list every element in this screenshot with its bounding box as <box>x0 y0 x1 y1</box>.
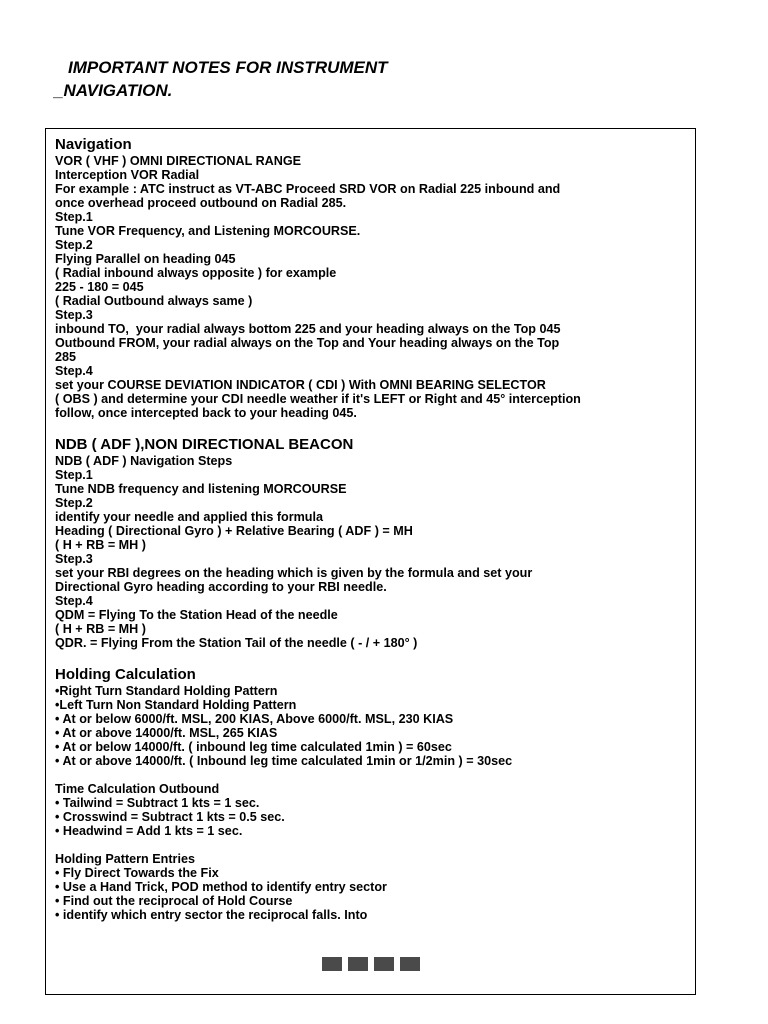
text-line: set your COURSE DEVIATION INDICATOR ( CDI ) With OMNI BEARING SELECTOR <box>55 378 546 392</box>
holding-lines <box>55 684 685 768</box>
holding-section <box>55 666 685 768</box>
time-calc-heading: Time Calculation Outbound <box>55 782 220 796</box>
navigation-heading: Navigation <box>55 136 132 153</box>
text-line: Step.4 <box>55 364 93 378</box>
time-calc-section <box>55 782 685 838</box>
text-line: •Left Turn Non Standard Holding Pattern <box>55 698 297 712</box>
notes-content <box>55 136 685 922</box>
text-line: Tune NDB frequency and listening MORCOURSE <box>55 482 347 496</box>
text-line: Step.2 <box>55 496 93 510</box>
time-calc-lines <box>55 796 685 838</box>
text-line: Step.1 <box>55 468 93 482</box>
page-title-line-2: _NAVIGATION. <box>54 81 173 100</box>
text-line: • At or below 6000/ft. MSL, 200 KIAS, Above 6000/ft. MSL, 230 KIAS <box>55 712 454 726</box>
text-line: inbound TO, your radial always bottom 225 and your heading always on the Top 045 <box>55 322 561 336</box>
text-line: ( Radial Outbound always same ) <box>55 294 253 308</box>
text-line: Heading ( Directional Gyro ) + Relative Bearing ( ADF ) = MH <box>55 524 413 538</box>
navigation-section <box>55 136 685 420</box>
text-line: ( Radial inbound always opposite ) for example <box>55 266 337 280</box>
pager-block <box>400 957 420 971</box>
pager-block <box>348 957 368 971</box>
text-line: • identify which entry sector the reciprocal falls. Into <box>55 908 368 922</box>
text-line: Interception VOR Radial <box>55 168 200 182</box>
text-line: once overhead proceed outbound on Radial 285. <box>55 196 347 210</box>
text-line: NDB ( ADF ) Navigation Steps <box>55 454 233 468</box>
text-line: Step.1 <box>55 210 93 224</box>
text-line: • At or above 14000/ft. MSL, 265 KIAS <box>55 726 278 740</box>
text-line: •Right Turn Standard Holding Pattern <box>55 684 278 698</box>
text-line: Step.3 <box>55 308 93 322</box>
text-line: • Crosswind = Subtract 1 kts = 0.5 sec. <box>55 810 285 824</box>
text-line: Outbound FROM, your radial always on the Top and Your heading always on the Top <box>55 336 560 350</box>
text-line: identify your needle and applied this formula <box>55 510 324 524</box>
text-line: Step.3 <box>55 552 93 566</box>
pager-blocks <box>322 957 420 971</box>
navigation-lines <box>55 168 685 420</box>
text-line: Directional Gyro heading according to your RBI needle. <box>55 580 387 594</box>
text-line: • Find out the reciprocal of Hold Course <box>55 894 293 908</box>
text-line: ( OBS ) and determine your CDI needle weather if it's LEFT or Right and 45° interception <box>55 392 581 406</box>
text-line: • Fly Direct Towards the Fix <box>55 866 219 880</box>
vor-subheading: VOR ( VHF ) OMNI DIRECTIONAL RANGE <box>55 154 302 168</box>
text-line: • Use a Hand Trick, POD method to identify entry sector <box>55 880 387 894</box>
text-line: 285 <box>55 350 77 364</box>
page-title-line-1: IMPORTANT NOTES FOR INSTRUMENT <box>68 58 388 77</box>
text-line: Step.2 <box>55 238 93 252</box>
ndb-lines <box>55 454 685 650</box>
holding-heading: Holding Calculation <box>55 666 196 683</box>
entries-lines <box>55 866 685 922</box>
text-line: Flying Parallel on heading 045 <box>55 252 236 266</box>
pager-block <box>322 957 342 971</box>
text-line: set your RBI degrees on the heading which is given by the formula and set your <box>55 566 533 580</box>
text-line: • Headwind = Add 1 kts = 1 sec. <box>55 824 243 838</box>
text-line: follow, once intercepted back to your heading 045. <box>55 406 357 420</box>
text-line: ( H + RB = MH ) <box>55 538 146 552</box>
text-line: • Tailwind = Subtract 1 kts = 1 sec. <box>55 796 260 810</box>
text-line: Tune VOR Frequency, and Listening MORCOURSE. <box>55 224 361 238</box>
ndb-section <box>55 436 685 650</box>
text-line: QDM = Flying To the Station Head of the needle <box>55 608 338 622</box>
text-line: • At or below 14000/ft. ( inbound leg time calculated 1min ) = 60sec <box>55 740 452 754</box>
entries-heading: Holding Pattern Entries <box>55 852 195 866</box>
ndb-heading: NDB ( ADF ),NON DIRECTIONAL BEACON <box>55 436 354 453</box>
text-line: For example : ATC instruct as VT-ABC Proceed SRD VOR on Radial 225 inbound and <box>55 182 561 196</box>
text-line: • At or above 14000/ft. ( Inbound leg time calculated 1min or 1/2min ) = 30sec <box>55 754 513 768</box>
page-title <box>54 56 614 102</box>
entries-section <box>55 852 685 922</box>
pager-block <box>374 957 394 971</box>
text-line: 225 - 180 = 045 <box>55 280 144 294</box>
text-line: QDR. = Flying From the Station Tail of the needle ( - / + 180° ) <box>55 636 418 650</box>
text-line: Step.4 <box>55 594 93 608</box>
text-line: ( H + RB = MH ) <box>55 622 146 636</box>
